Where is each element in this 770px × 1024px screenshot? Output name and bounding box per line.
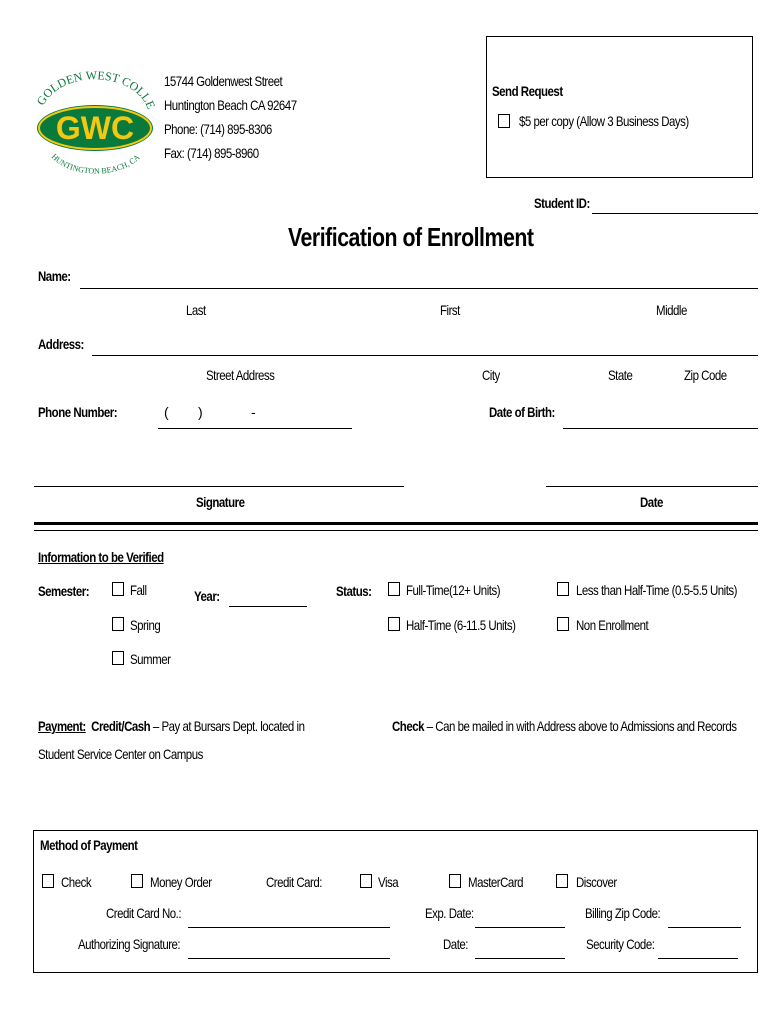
semester-label: Semester: bbox=[38, 583, 90, 599]
visa-checkbox[interactable] bbox=[360, 874, 372, 888]
check-text: – Can be mailed in with Address above to Admissions and Records bbox=[424, 718, 737, 734]
fax-line: Fax: (714) 895-8960 bbox=[164, 145, 259, 161]
money-order-label: Money Order bbox=[150, 874, 212, 890]
halftime-checkbox[interactable] bbox=[388, 617, 400, 631]
payment-date-field[interactable] bbox=[475, 958, 565, 959]
year-field[interactable] bbox=[229, 606, 307, 607]
student-id-label: Student ID: bbox=[534, 195, 590, 211]
student-id-field[interactable] bbox=[592, 213, 758, 214]
section-divider-thin bbox=[34, 530, 758, 531]
signature-field[interactable] bbox=[34, 486, 404, 487]
form-title: Verification of Enrollment bbox=[288, 222, 534, 252]
spring-label: Spring bbox=[130, 617, 161, 633]
less-halftime-checkbox[interactable] bbox=[557, 582, 569, 596]
address-line: 15744 Goldenwest Street bbox=[164, 73, 283, 89]
visa-label: Visa bbox=[378, 874, 399, 890]
fall-checkbox[interactable] bbox=[112, 582, 124, 596]
spring-checkbox[interactable] bbox=[112, 617, 124, 631]
cc-number-label: Credit Card No.: bbox=[106, 905, 182, 921]
year-label: Year: bbox=[194, 588, 220, 604]
svg-text:HUNTINGTON BEACH, CA bbox=[50, 152, 142, 176]
date-field[interactable] bbox=[546, 486, 758, 487]
college-logo bbox=[32, 70, 158, 190]
auth-signature-field[interactable] bbox=[188, 958, 390, 959]
phone-open-paren: ( bbox=[164, 404, 169, 420]
address-line: Huntington Beach CA 92647 bbox=[164, 97, 297, 113]
dob-label: Date of Birth: bbox=[489, 404, 555, 420]
credit-cash-text-2: Student Service Center on Campus bbox=[38, 746, 203, 762]
zip-caption: Zip Code bbox=[684, 367, 727, 383]
mastercard-label: MasterCard bbox=[468, 874, 524, 890]
mastercard-checkbox[interactable] bbox=[449, 874, 461, 888]
send-request-checkbox[interactable] bbox=[498, 114, 510, 128]
logo-initials: GWC bbox=[55, 110, 135, 146]
fulltime-label: Full-Time(12+ Units) bbox=[406, 582, 501, 598]
logo-arc-bottom: HUNTINGTON BEACH, CA bbox=[49, 152, 142, 176]
name-label: Name: bbox=[38, 268, 71, 284]
billing-zip-field[interactable] bbox=[668, 927, 741, 928]
state-caption: State bbox=[608, 367, 633, 383]
section-divider bbox=[34, 522, 758, 525]
name-field[interactable] bbox=[80, 288, 758, 289]
credit-cash-text: – Pay at Bursars Dept. located in bbox=[150, 718, 305, 734]
non-enrollment-checkbox[interactable] bbox=[557, 617, 569, 631]
discover-checkbox[interactable] bbox=[556, 874, 568, 888]
phone-dash: - bbox=[251, 404, 256, 420]
check-instructions bbox=[392, 718, 736, 734]
payment-label: Payment: bbox=[38, 718, 86, 734]
verify-heading: Information to be Verified bbox=[38, 549, 164, 565]
auth-signature-label: Authorizing Signature: bbox=[78, 936, 181, 952]
credit-card-label: Credit Card: bbox=[266, 874, 322, 890]
signature-caption: Signature bbox=[196, 494, 245, 510]
date-caption: Date bbox=[640, 494, 663, 510]
name-first-caption: First bbox=[440, 302, 460, 318]
non-enrollment-label: Non Enrollment bbox=[576, 617, 649, 633]
halftime-label: Half-Time (6-11.5 Units) bbox=[406, 617, 516, 633]
billing-zip-label: Billing Zip Code: bbox=[585, 905, 661, 921]
dob-field[interactable] bbox=[563, 428, 758, 429]
send-request-title: Send Request bbox=[492, 83, 563, 99]
name-last-caption: Last bbox=[186, 302, 206, 318]
money-order-checkbox[interactable] bbox=[131, 874, 143, 888]
security-code-label: Security Code: bbox=[586, 936, 655, 952]
logo-arc-top: GOLDEN WEST COLLE bbox=[33, 70, 158, 111]
security-code-field[interactable] bbox=[658, 958, 738, 959]
street-caption: Street Address bbox=[206, 367, 275, 383]
method-title: Method of Payment bbox=[40, 837, 138, 853]
payment-instructions bbox=[38, 718, 304, 734]
send-request-box bbox=[486, 36, 753, 178]
summer-checkbox[interactable] bbox=[112, 651, 124, 665]
check-label: Check bbox=[392, 718, 425, 734]
phone-label: Phone Number: bbox=[38, 404, 118, 420]
discover-label: Discover bbox=[576, 874, 617, 890]
phone-field[interactable] bbox=[158, 428, 352, 429]
exp-date-label: Exp. Date: bbox=[425, 905, 474, 921]
city-caption: City bbox=[482, 367, 500, 383]
address-label: Address: bbox=[38, 336, 84, 352]
name-middle-caption: Middle bbox=[656, 302, 687, 318]
phone-line: Phone: (714) 895-8306 bbox=[164, 121, 272, 137]
summer-label: Summer bbox=[130, 651, 171, 667]
send-request-option: $5 per copy (Allow 3 Business Days) bbox=[519, 113, 689, 129]
check-checkbox[interactable] bbox=[42, 874, 54, 888]
exp-date-field[interactable] bbox=[475, 927, 565, 928]
cc-number-field[interactable] bbox=[188, 927, 390, 928]
phone-close-paren: ) bbox=[198, 404, 203, 420]
status-label: Status: bbox=[336, 583, 372, 599]
address-field[interactable] bbox=[92, 355, 758, 356]
payment-date-label: Date: bbox=[443, 936, 468, 952]
fulltime-checkbox[interactable] bbox=[388, 582, 400, 596]
credit-cash-label: Credit/Cash bbox=[91, 718, 151, 734]
svg-text:GOLDEN WEST COLLEGE bbox=[32, 70, 158, 111]
check-option-label: Check bbox=[61, 874, 92, 890]
fall-label: Fall bbox=[130, 582, 147, 598]
less-halftime-label: Less than Half-Time (0.5-5.5 Units) bbox=[576, 582, 738, 598]
